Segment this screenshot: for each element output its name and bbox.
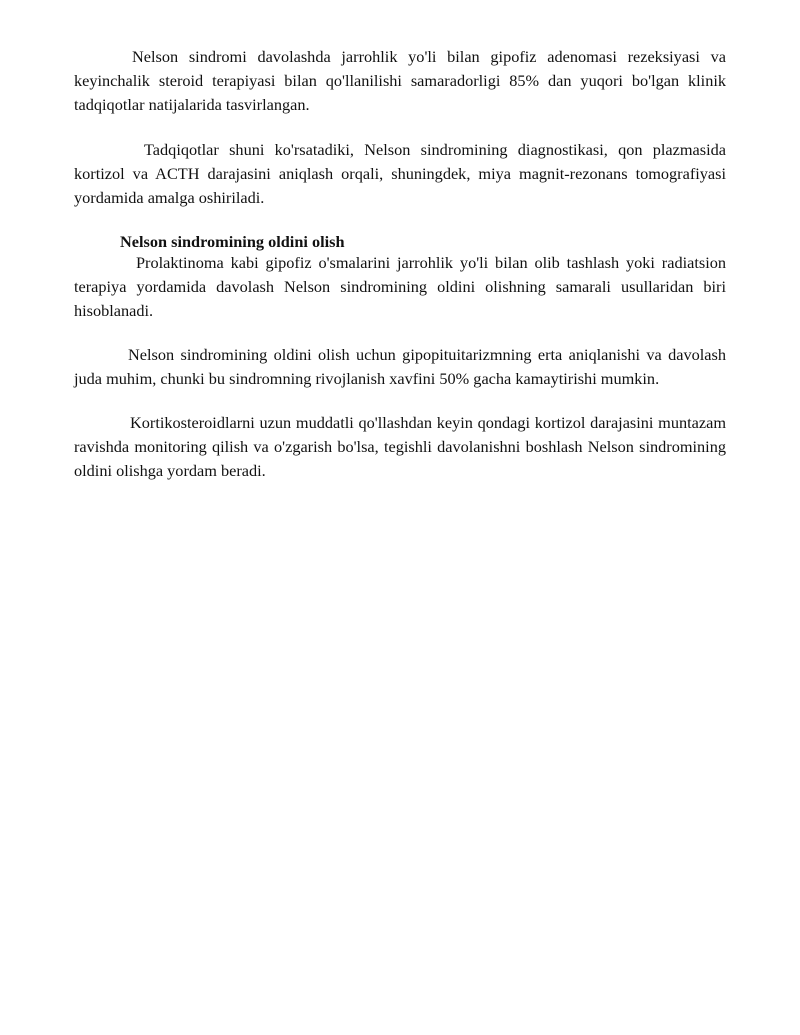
section-heading-prevention: Nelson sindromining oldini olish — [120, 232, 345, 251]
paragraph-hypopituitarism: Nelson sindromining oldini olish uchun gipopituitarizmning erta aniqlanishi va davolash juda muhim, chunki bu sindromning rivojlanish xavfini 50% gacha kamaytirishi mumkin. — [74, 345, 726, 388]
paragraph-diagnostics: Tadqiqotlar shuni ko'rsatadiki, Nelson sindromining diagnostikasi, qon plazmasida kortizol va ACTH darajasini aniqlash orqali, shuningdek, miya magnit-rezonans tomografiyasi yordamida amalga oshiriladi. — [74, 140, 726, 207]
paragraph-prolactinoma: Prolaktinoma kabi gipofiz o'smalarini jarrohlik yo'li bilan olib tashlash yoki radiatsion terapiya yordamida davolash Nelson sindromining oldini olishning samarali usullaridan biri hisoblanadi. — [74, 253, 726, 320]
paragraph-surgical-treatment: Nelson sindromi davolashda jarrohlik yo'li bilan gipofiz adenomasi rezeksiyasi va keyinchalik steroid terapiyasi bilan qo'llanilishi samaradorligi 85% dan yuqori bo'lgan klinik tadqiqotlar natijalarida tasvirlangan. — [74, 47, 726, 114]
paragraph-corticosteroids: Kortikosteroidlarni uzun muddatli qo'llashdan keyin qondagi kortizol darajasini muntazam ravishda monitoring qilish va o'zgarish bo'lsa, tegishli davolanishni boshlash Nelson sindromining oldini olishga yordam beradi. — [74, 413, 726, 480]
document-page — [74, 45, 726, 483]
